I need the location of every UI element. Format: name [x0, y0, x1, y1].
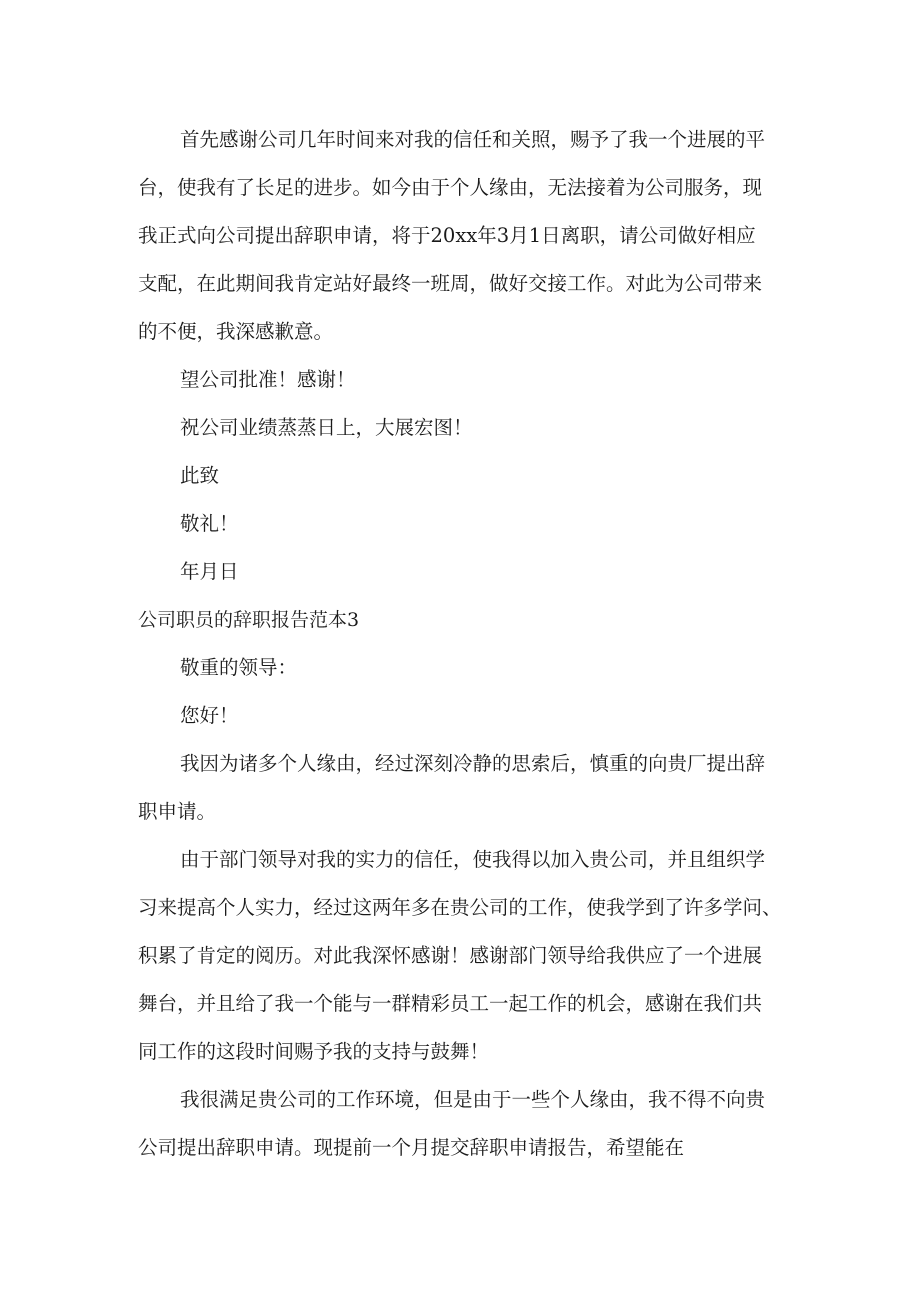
- paragraph-1-line-4: 支配，在此期间我肯定站好最终一班周，做好交接工作。对此为公司带来: [138, 272, 763, 295]
- closing-line-1: 此致: [180, 464, 220, 487]
- paragraph-2-line-2: 职申请。: [138, 800, 217, 823]
- paragraph-1-line-1: 首先感谢公司几年时间来对我的信任和关照，赐予了我一个进展的平: [180, 128, 766, 151]
- paragraph-1-line-2: 台，使我有了长足的进步。如今由于个人缘由，无法接着为公司服务，现: [138, 176, 763, 199]
- paragraph-1-line-5: 的不便，我深感歉意。: [138, 320, 334, 343]
- salutation: 敬重的领导：: [180, 656, 298, 679]
- paragraph-3-line-5: 同工作的这段时间赐予我的支持与鼓舞！: [138, 1040, 490, 1063]
- paragraph-3-line-2: 习来提高个人实力，经过这两年多在贵公司的工作，使我学到了许多学问、: [138, 896, 782, 919]
- paragraph-2-line-1: 我因为诸多个人缘由，经过深刻冷静的思索后，慎重的向贵厂提出辞: [180, 752, 766, 775]
- paragraph-3-line-4: 舞台，并且给了我一个能与一群精彩员工一起工作的机会，感谢在我们共: [138, 992, 763, 1015]
- hope-line: 望公司批准！感谢！: [180, 368, 356, 391]
- section-title: 公司职员的辞职报告范本3: [138, 609, 360, 631]
- greeting: 您好！: [180, 704, 239, 727]
- date-line: 年月日: [180, 560, 239, 583]
- paragraph-4-line-2: 公司提出辞职申请。现提前一个月提交辞职申请报告，希望能在: [138, 1136, 685, 1159]
- wish-line: 祝公司业绩蒸蒸日上，大展宏图！: [180, 416, 473, 439]
- paragraph-1-line-3: 我正式向公司提出辞职申请，将于20xx年3月1日离职，请公司做好相应: [138, 224, 756, 247]
- closing-line-2: 敬礼！: [180, 512, 239, 535]
- paragraph-3-line-1: 由于部门领导对我的实力的信任，使我得以加入贵公司，并且组织学: [180, 848, 766, 871]
- paragraph-3-line-3: 积累了肯定的阅历。对此我深怀感谢！感谢部门领导给我供应了一个进展: [138, 944, 763, 967]
- paragraph-4-line-1: 我很满足贵公司的工作环境，但是由于一些个人缘由，我不得不向贵: [180, 1088, 766, 1111]
